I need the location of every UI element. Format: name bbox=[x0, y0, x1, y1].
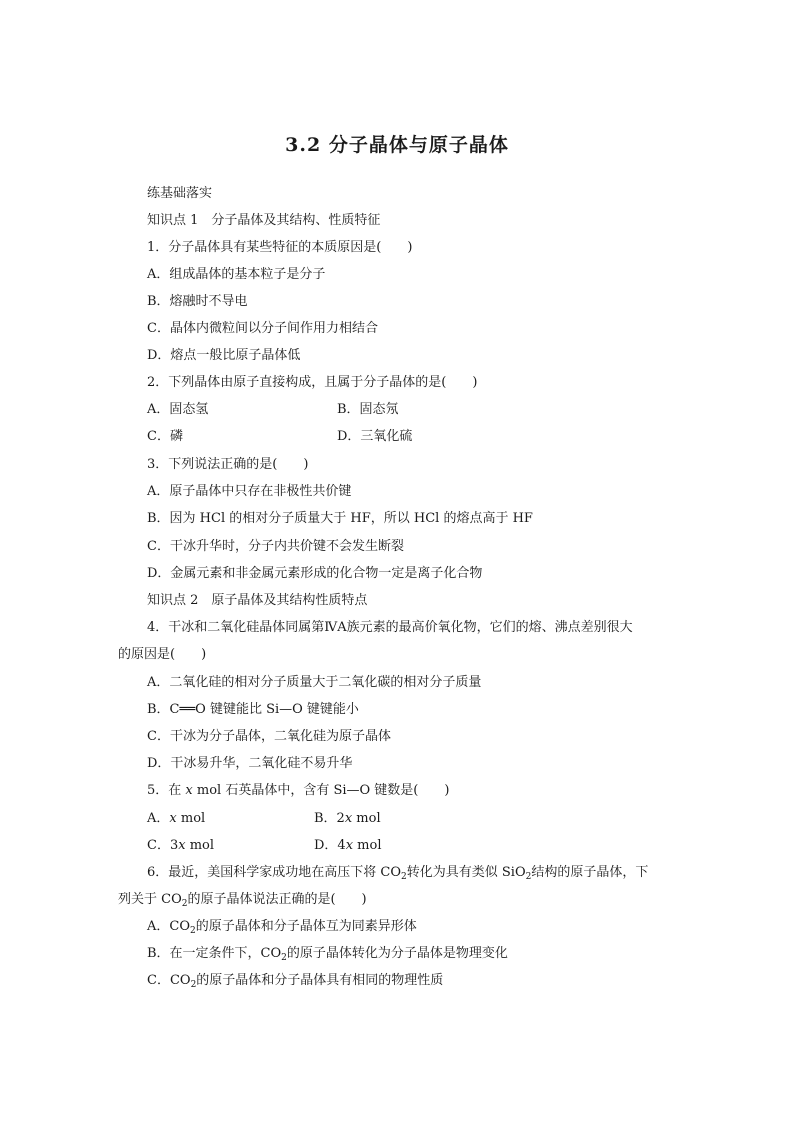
q5-b-var: x bbox=[344, 811, 353, 826]
q6-c-pre: C．CO bbox=[147, 973, 191, 988]
q1-option-a: A．组成晶体的基本粒子是分子 bbox=[147, 267, 326, 282]
q6-c-sub: 2 bbox=[190, 980, 197, 990]
q5-a-pre: A． bbox=[147, 811, 170, 826]
q5-a-var: x bbox=[169, 811, 177, 826]
q4-stem-line2: 的原因是( ) bbox=[118, 647, 207, 662]
q2-option-a: A．固态氢 bbox=[147, 402, 209, 417]
q3-option-b: B．因为 HCl 的相对分子质量大于 HF，所以 HCl 的熔点高于 HF bbox=[147, 511, 533, 526]
q6-s2b: 的原子晶体说法正确的是( ) bbox=[187, 892, 367, 907]
q5-variable: x bbox=[185, 783, 193, 798]
q2-stem: 2．下列晶体由原子直接构成，且属于分子晶体的是( ) bbox=[147, 375, 478, 390]
q6-c-post: 的原子晶体和分子晶体具有相同的物理性质 bbox=[196, 973, 444, 988]
q6-option-c bbox=[147, 972, 443, 994]
page-title: 3.2 分子晶体与原子晶体 bbox=[285, 134, 509, 156]
q6-b-pre: B．在一定条件下，CO bbox=[147, 946, 282, 961]
q3-option-d: D．金属元素和非金属元素形成的化合物一定是离子化合物 bbox=[147, 566, 483, 581]
q5-option-a bbox=[147, 810, 205, 827]
q2-option-b: B．固态氖 bbox=[337, 402, 399, 417]
knowledge-point-2: 知识点 2 原子晶体及其结构性质特点 bbox=[147, 593, 368, 608]
q6-s1c: 结构的原子晶体，下 bbox=[531, 865, 649, 880]
q5-stem-pre: 5．在 bbox=[147, 783, 186, 798]
q5-option-d bbox=[314, 837, 382, 854]
section-heading: 练基础落实 bbox=[147, 186, 213, 201]
q5-c-post: mol bbox=[185, 838, 215, 853]
q4-stem-line1: 4．干冰和二氧化硅晶体同属第ⅣA族元素的最高价氧化物，它们的熔、沸点差别很大 bbox=[147, 620, 633, 635]
q6-option-a bbox=[147, 918, 417, 940]
q5-c-pre: C．3 bbox=[147, 838, 179, 853]
q6-a-sub: 2 bbox=[190, 926, 196, 936]
q5-b-pre: B．2 bbox=[314, 811, 345, 826]
q5-d-var: x bbox=[345, 838, 354, 853]
q6-sub3: 2 bbox=[181, 899, 188, 909]
q5-d-post: mol bbox=[353, 838, 382, 853]
q6-b-post: 的原子晶体转化为分子晶体是物理变化 bbox=[286, 946, 508, 961]
q5-option-c bbox=[147, 837, 214, 854]
q2-option-c: C．磷 bbox=[147, 429, 183, 444]
q4-option-a: A．二氧化硅的相对分子质量大于二氧化碳的相对分子质量 bbox=[147, 675, 482, 690]
knowledge-point-1: 知识点 1 分子晶体及其结构、性质特征 bbox=[147, 213, 381, 228]
q6-stem-line2 bbox=[118, 891, 367, 913]
q6-a-pre: A．CO bbox=[147, 919, 190, 934]
q5-a-post: mol bbox=[176, 811, 206, 826]
q6-s2a: 列关于 CO bbox=[118, 892, 182, 907]
q5-d-pre: D．4 bbox=[314, 838, 346, 853]
q4-option-c: C．干冰为分子晶体，二氧化硅为原子晶体 bbox=[147, 729, 391, 744]
q4-option-d: D．干冰易升华，二氧化硅不易升华 bbox=[147, 756, 353, 771]
q6-s1b: 转化为具有类似 SiO bbox=[406, 865, 526, 880]
q5-b-post: mol bbox=[352, 811, 381, 826]
q5-c-var: x bbox=[178, 838, 186, 853]
q3-option-a: A．原子晶体中只存在非极性共价键 bbox=[147, 484, 352, 499]
q4-option-b: B．C══O 键键能比 Si—O 键键能小 bbox=[147, 702, 359, 717]
q6-a-post: 的原子晶体和分子晶体互为同素异形体 bbox=[195, 919, 417, 934]
q6-sub2: 2 bbox=[525, 872, 532, 882]
q6-option-b bbox=[147, 945, 508, 967]
q6-b-sub: 2 bbox=[281, 953, 287, 963]
q1-option-d: D．熔点一般比原子晶体低 bbox=[147, 348, 301, 363]
q2-option-d: D．三氧化硫 bbox=[337, 429, 413, 444]
q6-sub1: 2 bbox=[401, 872, 407, 882]
q6-s1a: 6．最近，美国科学家成功地在高压下将 CO bbox=[147, 865, 402, 880]
q5-option-b bbox=[314, 810, 381, 827]
q3-option-c: C．干冰升华时，分子内共价键不会发生断裂 bbox=[147, 539, 404, 554]
q3-stem: 3．下列说法正确的是( ) bbox=[147, 457, 309, 472]
q1-option-b: B．熔融时不导电 bbox=[147, 294, 248, 309]
q5-stem bbox=[147, 782, 449, 799]
q1-stem: 1．分子晶体具有某些特征的本质原因是( ) bbox=[147, 240, 413, 255]
q5-stem-post: mol 石英晶体中，含有 Si—O 键数是( ) bbox=[192, 783, 450, 798]
q6-stem-line1 bbox=[147, 864, 648, 886]
q1-option-c: C．晶体内微粒间以分子间作用力相结合 bbox=[147, 321, 378, 336]
